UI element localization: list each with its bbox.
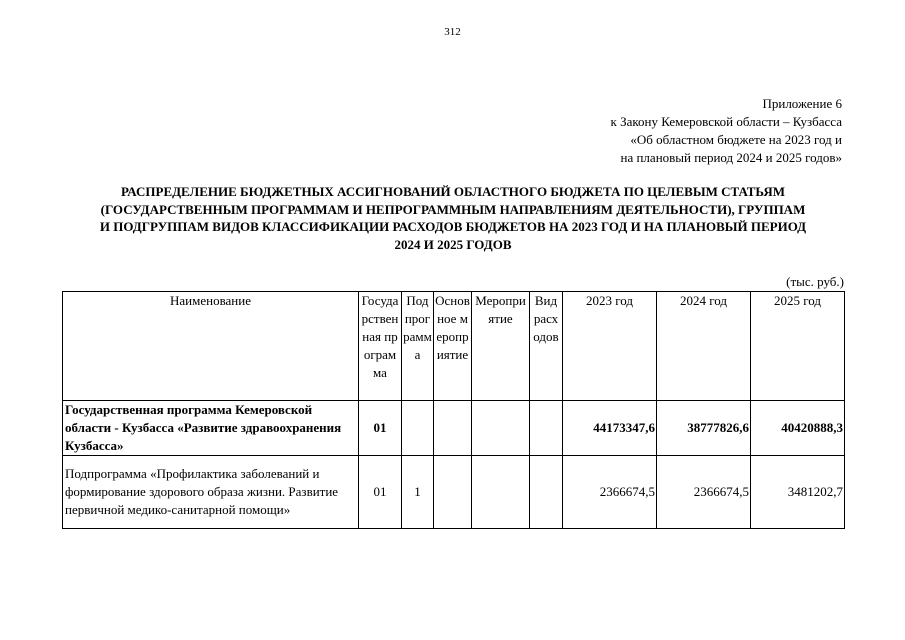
row-main-activity-code xyxy=(434,401,472,456)
title-line: 2024 И 2025 ГОДОВ xyxy=(394,236,512,252)
title-line: И ПОДГРУППАМ ВИДОВ КЛАССИФИКАЦИИ РАСХОДОВ БЮДЖЕТОВ НА 2023 ГОД И НА ПЛАНОВЫЙ ПЕРИОД xyxy=(99,219,807,234)
row-subprogram-code: 1 xyxy=(402,456,434,529)
budget-table xyxy=(62,291,845,529)
column-header-main-activity: Основное мероприятие xyxy=(434,292,472,401)
page-number: 312 xyxy=(444,26,461,38)
appendix-line: Приложение 6 xyxy=(762,96,842,111)
row-amount-2024: 38777826,6 xyxy=(657,401,751,456)
row-amount-2023: 2366674,5 xyxy=(563,456,657,529)
row-subprogram-code xyxy=(402,401,434,456)
column-header-2024: 2024 год xyxy=(657,292,751,401)
title-line: (ГОСУДАРСТВЕННЫМ ПРОГРАММАМ И НЕПРОГРАММНЫМ НАПРАВЛЕНИЯМ ДЕЯТЕЛЬНОСТИ), ГРУППАМ xyxy=(100,201,806,217)
row-name: Подпрограмма «Профилактика заболеваний и формирование здорового образа жизни. Развитие первичной медико-санитарной помощи» xyxy=(63,456,359,529)
row-activity-code xyxy=(472,401,530,456)
row-amount-2023: 44173347,6 xyxy=(563,401,657,456)
row-amount-2025: 3481202,7 xyxy=(751,456,845,529)
row-activity-code xyxy=(472,456,530,529)
column-header-state-program: Государственная программа xyxy=(359,292,402,401)
column-header-2023: 2023 год xyxy=(563,292,657,401)
table-row xyxy=(63,401,845,456)
column-header-name: Наименование xyxy=(63,292,359,401)
title-line: РАСПРЕДЕЛЕНИЕ БЮДЖЕТНЫХ АССИГНОВАНИЙ ОБЛАСТНОГО БЮДЖЕТА ПО ЦЕЛЕВЫМ СТАТЬЯМ xyxy=(120,184,785,199)
column-header-activity: Мероприятие xyxy=(472,292,530,401)
appendix-line: «Об областном бюджете на 2023 год и xyxy=(630,132,842,147)
units-label: (тыс. руб.) xyxy=(786,274,844,289)
row-state-program-code: 01 xyxy=(359,401,402,456)
row-state-program-code: 01 xyxy=(359,456,402,529)
row-amount-2025: 40420888,3 xyxy=(751,401,845,456)
column-header-subprogram: Подпрограмма xyxy=(402,292,434,401)
appendix-line: к Закону Кемеровской области – Кузбасса xyxy=(610,114,842,129)
column-header-2025: 2025 год xyxy=(751,292,845,401)
row-amount-2024: 2366674,5 xyxy=(657,456,751,529)
appendix-reference xyxy=(611,95,843,167)
table-row xyxy=(63,456,845,529)
document-title xyxy=(62,183,844,253)
appendix-line: на плановый период 2024 и 2025 годов» xyxy=(620,150,842,165)
row-expense-type-code xyxy=(530,456,563,529)
column-header-expense-type: Вид расходов xyxy=(530,292,563,401)
row-name: Государственная программа Кемеровской области - Кузбасса «Развитие здравоохранения Кузбасса» xyxy=(63,401,359,456)
row-main-activity-code xyxy=(434,456,472,529)
table-header-row xyxy=(63,292,845,401)
row-expense-type-code xyxy=(530,401,563,456)
